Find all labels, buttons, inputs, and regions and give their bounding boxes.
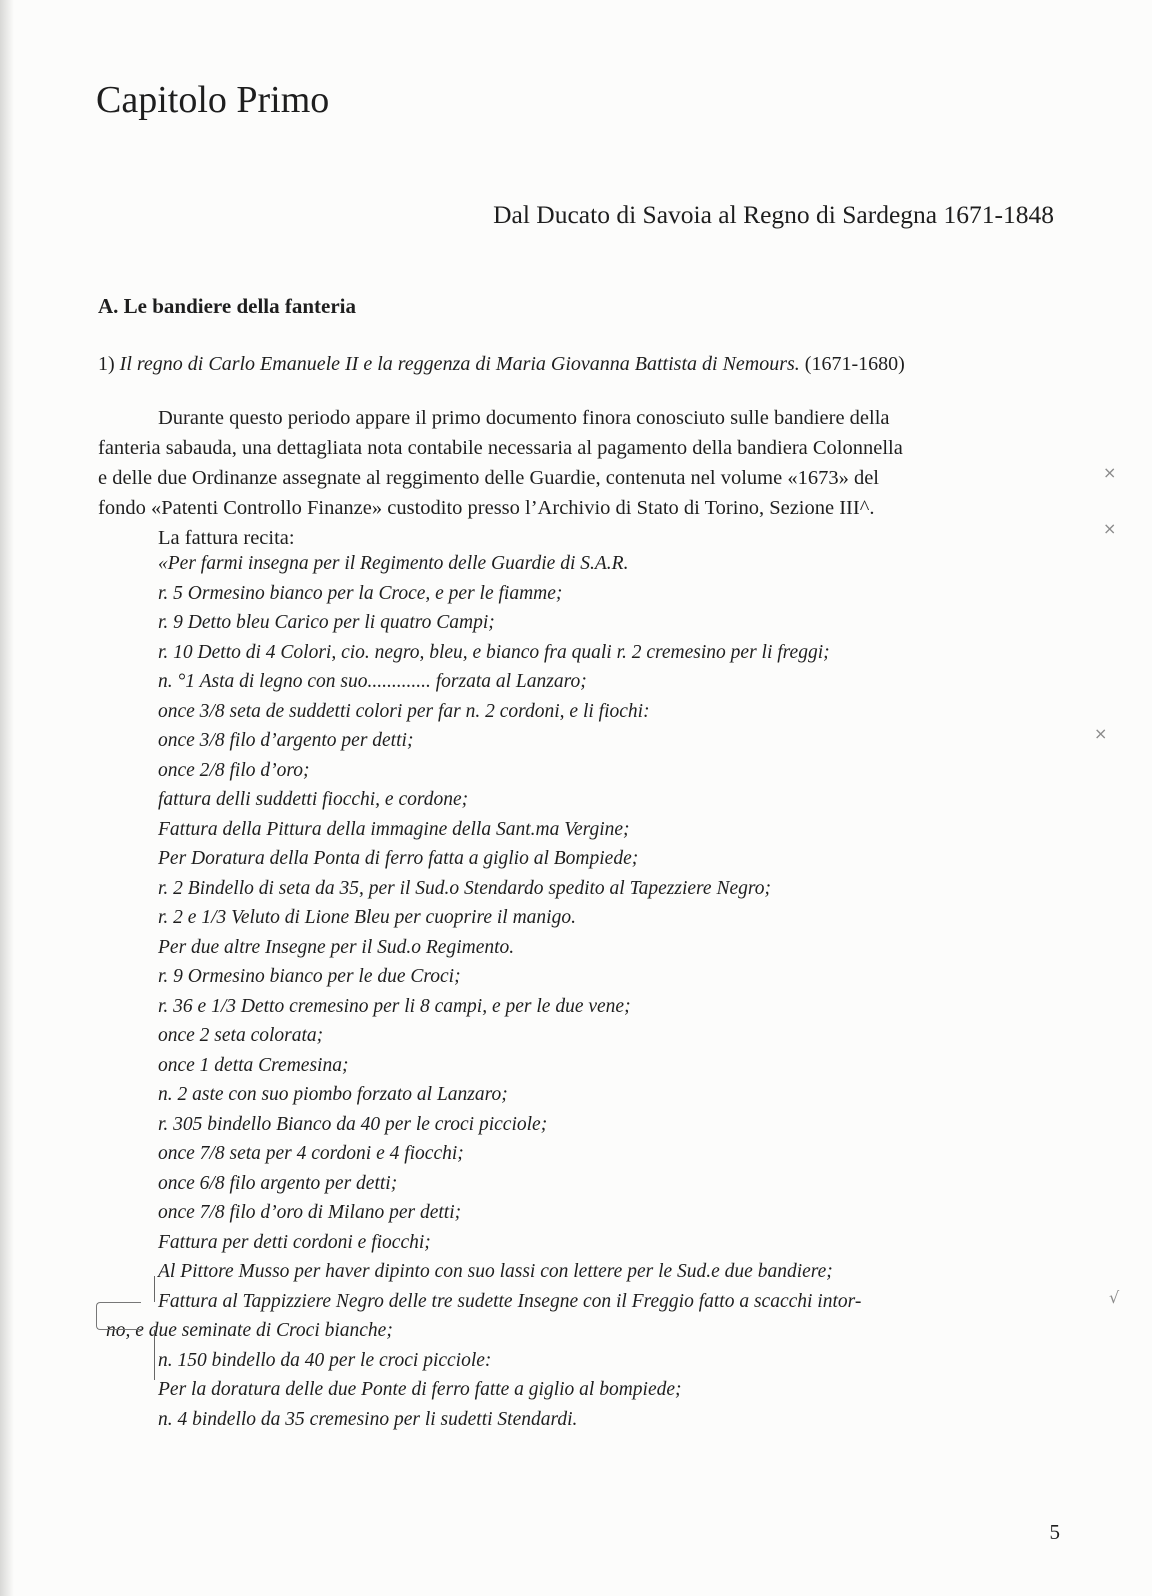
page-number: 5 (1049, 1520, 1060, 1544)
invoice-line: fattura delli suddetti fiocchi, e cordone; (158, 789, 469, 810)
body-paragraph (98, 403, 1058, 553)
invoice-line: n. °1 Asta di legno con suo............. forzata al Lanzaro; (158, 671, 587, 692)
invoice-line: r. 5 Ormesino bianco per la Croce, e per le fiamme; (158, 582, 563, 604)
invoice-line: Fattura per detti cordoni e fiocchi; (158, 1231, 431, 1253)
margin-cross-mark: × (1103, 463, 1117, 482)
section-heading: A. Le bandiere della fanteria (98, 294, 357, 318)
invoice-line: once 3/8 seta de suddetti colori per far n. 2 cordoni, e li fiochi: (158, 700, 650, 722)
invoice-line: n. 4 bindello da 35 cremesino per li sudetti Stendardi. (158, 1408, 578, 1430)
chapter-title: Capitolo Primo (96, 79, 330, 121)
invoice-line: Per la doratura delle due Ponte di ferro fatte a giglio al bompiede; (158, 1379, 682, 1400)
invoice-line: once 7/8 seta per 4 cordoni e 4 fiocchi; (158, 1143, 464, 1164)
invoice-line: r. 2 e 1/3 Veluto di Lione Bleu per cuoprire il manigo. (158, 907, 576, 928)
invoice-line: Fattura al Tappizziere Negro delle tre sudette Insegne con il Freggio fatto a scacchi intor- (158, 1290, 862, 1312)
subsection-number: 1) (98, 353, 115, 375)
body-line: Durante questo periodo appare il primo documento finora conosciuto sulle bandiere della (158, 407, 890, 429)
subsection-dates: (1671-1680) (804, 353, 905, 375)
invoice-line: Fattura della Pittura della immagine della Sant.ma Vergine; (158, 818, 630, 840)
pen-bracket-mark (154, 1330, 155, 1380)
body-line: e delle due Ordinanze assegnate al reggimento delle Guardie, contenuta nel volume «1673» del (98, 467, 879, 489)
margin-cross-mark: × (1094, 724, 1108, 743)
margin-check-mark: √ (1109, 1288, 1120, 1307)
invoice-quote (106, 549, 1078, 1434)
invoice-line: r. 305 bindello Bianco da 40 per le croci picciole; (158, 1113, 548, 1135)
invoice-line: r. 10 Detto di 4 Colori, cio. negro, bleu, e bianco fra quali r. 2 cremesino per li freggi; (158, 641, 830, 663)
invoice-line: once 2 seta colorata; (158, 1025, 324, 1046)
invoice-line: Per due altre Insegne per il Sud.o Regimento. (158, 936, 515, 958)
invoice-line: no, e due seminate di Croci bianche; (106, 1320, 393, 1341)
chapter-subtitle: Dal Ducato di Savoia al Regno di Sardegna 1671-1848 (493, 200, 1054, 229)
invoice-line: once 1 detta Cremesina; (158, 1054, 349, 1076)
invoice-line: r. 36 e 1/3 Detto cremesino per li 8 campi, e per le due vene; (158, 995, 631, 1017)
invoice-line: n. 2 aste con suo piombo forzato al Lanzaro; (158, 1084, 508, 1105)
invoice-line: once 6/8 filo argento per detti; (158, 1172, 398, 1194)
margin-cross-mark: × (1103, 519, 1117, 538)
invoice-line: once 3/8 filo d’argento per detti; (158, 730, 414, 751)
invoice-line: «Per farmi insegna per il Regimento delle Guardie di S.A.R. (158, 553, 629, 574)
invoice-line: r. 9 Ormesino bianco per le due Croci; (158, 966, 461, 987)
pen-box-mark (96, 1302, 141, 1330)
invoice-line: once 2/8 filo d’oro; (158, 759, 310, 781)
binding-shadow (0, 0, 14, 1596)
invoice-line: once 7/8 filo d’oro di Milano per detti; (158, 1202, 462, 1223)
invoice-line: Al Pittore Musso per haver dipinto con suo lassi con lettere per le Sud.e due bandiere; (158, 1261, 833, 1282)
invoice-line: r. 2 Bindello di seta da 35, per il Sud.o Stendardo spedito al Tapezziere Negro; (158, 877, 771, 899)
body-line: La fattura recita: (158, 527, 295, 549)
invoice-line: Per Doratura della Ponta di ferro fatta a giglio al Bompiede; (158, 848, 639, 869)
invoice-line: r. 9 Detto bleu Carico per li quatro Campi; (158, 612, 495, 633)
pen-bracket-mark (154, 1276, 155, 1302)
subsection-title: Il regno di Carlo Emanuele II e la reggenza di Maria Giovanna Battista di Nemours. (119, 353, 800, 375)
body-line: fanteria sabauda, una dettagliata nota contabile necessaria al pagamento della bandiera Colonnella (98, 437, 903, 459)
invoice-line: n. 150 bindello da 40 per le croci picciole: (158, 1349, 492, 1371)
subsection-heading (98, 353, 905, 376)
body-line: fondo «Patenti Controllo Finanze» custodito presso l’Archivio di Stato di Torino, Sezione III^. (98, 497, 875, 519)
